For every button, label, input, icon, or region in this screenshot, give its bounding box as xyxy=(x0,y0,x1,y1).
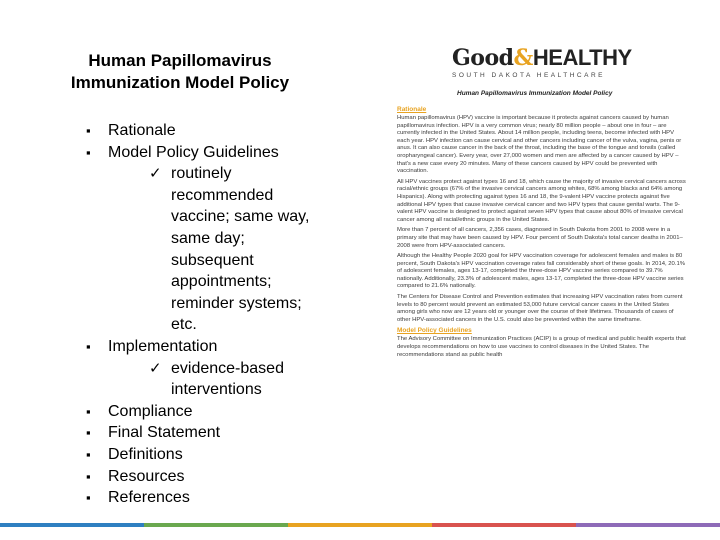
footer-color-bar xyxy=(0,523,720,527)
footer-segment xyxy=(432,523,576,527)
doc-heading-model-policy: Model Policy Guidelines xyxy=(397,327,472,335)
bullet-final-statement: ▪ Final Statement xyxy=(86,422,336,444)
logo-ampersand: & xyxy=(513,45,533,71)
bullet-rationale: ▪ Rationale xyxy=(86,120,336,142)
logo-good: Good xyxy=(452,45,514,71)
bullet-implementation: ▪ Implementation xyxy=(86,336,336,358)
bullet-resources: ▪ Resources xyxy=(86,466,336,488)
doc-paragraph: Although the Healthy People 2020 goal for HPV vaccination coverage for adolescent females and males is 80 percent, South Dakota's HPV vaccination coverage rates fall considerably short of these goals. In 2014, 20.1% of adolescent females, ages 13-17, completed the three-dose HPV vaccine series compared to 39.7% nationally. Additionally, 23.3% of adolescent males, ages 13-17, completed the three-dose HPV vaccine series compared to 21.6% nationally. xyxy=(397,253,685,290)
sub-line: appointments; xyxy=(171,273,272,291)
logo-subtitle: SOUTH DAKOTA HEALTHCARE xyxy=(452,72,605,79)
checkmark-icon: ✓ xyxy=(149,165,162,183)
doc-paragraph: Human papillomavirus (HPV) vaccine is important because it protects against cancers caused by human papillomavirus infection. HPV is a very common virus; nearly 80 million people – about one in four – are currently infected in the United States. About 14 million people, including teens, become infected with HPV each year. HPV infection can cause cervical and other cancers including cancer of the vulva, vagina, penis or anus. It can also cause cancer in the back of the throat, including the base of the tongue and tonsils (called oropharyngeal cancer). Every year, over 27,000 women and men are affected by a cancer caused by HPV – that's a new case every 20 minutes. Many of these cancers caused by HPV could be prevented with vaccination. xyxy=(397,115,682,175)
footer-segment xyxy=(144,523,288,527)
slide-title-line2: Immunization Model Policy xyxy=(70,73,290,92)
sub-line: evidence-based xyxy=(171,359,284,377)
sub-line: etc. xyxy=(171,316,197,334)
sub-line: interventions xyxy=(171,381,262,399)
document-preview xyxy=(397,106,687,362)
sub-line: subsequent xyxy=(171,251,254,269)
sub-line: same day; xyxy=(171,229,245,247)
slide-title-line1: Human Papillomavirus xyxy=(88,51,272,70)
good-and-healthy-logo xyxy=(452,46,632,86)
bullet-list xyxy=(86,120,336,509)
logo-healthy: HEALTHY xyxy=(532,45,632,70)
doc-heading-rationale: Rationale xyxy=(397,106,427,113)
sub-line: vaccine; same way, xyxy=(171,208,310,226)
document-title: Human Papillomavirus Immunization Model Policy xyxy=(457,90,613,97)
bullet-model-policy: ▪ Model Policy Guidelines xyxy=(86,142,336,164)
bullet-definitions: ▪ Definitions xyxy=(86,444,336,466)
bullet-references: ▪ References xyxy=(86,487,336,509)
doc-paragraph: More than 7 percent of all cancers, 2,356 cases, diagnosed in South Dakota from 2001 to 2008 were in a primary site that may have been caused by HPV. Four percent of South Dakota's total cancer deaths in 2001–2008 were from HPV-associated cancers. xyxy=(397,227,683,249)
sub-line: recommended xyxy=(171,186,274,204)
doc-paragraph: The Centers for Disease Control and Prevention estimates that increasing HPV vaccination rates from current levels to 80 percent would prevent an estimated 53,000 future cervical cancer cases in the United States among girls who now are 12 years old or younger over the course of their lifetimes. Thousands of cases of other HPV-associated cancers in the U.S. could also be prevented within the same timeframe. xyxy=(397,294,683,323)
footer-segment xyxy=(576,523,720,527)
footer-segment xyxy=(288,523,432,527)
doc-paragraph: All HPV vaccines protect against types 16 and 18, which cause the majority of invasive cervical cancers across racial/ethnic groups (67% of the invasive cervical cancers among whites, 68% among blacks and 64% among Hispanics). Along with protecting against types 16 and 18, the 9-valent HPV vaccine protects against five additional HPV types that cause invasive cervical cancer and two HPV types that cause genital warts. The 9-valent HPV vaccine is designed to protect against seven HPV types that cause about 80% of invasive cervical cancer among all racial/ethnic groups in the United States. xyxy=(397,178,686,223)
slide-title xyxy=(40,50,320,94)
doc-paragraph: The Advisory Committee on Immunization Practices (ACIP) is a group of medical and public health experts that develops recommendations on how to use vaccines to control diseases in the United States. The recommendations stand as public health xyxy=(397,336,686,358)
sub-line: reminder systems; xyxy=(171,294,302,312)
sub-line: routinely xyxy=(171,165,232,183)
footer-segment xyxy=(0,523,144,527)
bullet-compliance: ▪ Compliance xyxy=(86,401,336,423)
sub-bullet-implementation xyxy=(86,358,336,401)
sub-bullet-model-policy xyxy=(86,163,336,336)
checkmark-icon: ✓ xyxy=(149,359,162,377)
